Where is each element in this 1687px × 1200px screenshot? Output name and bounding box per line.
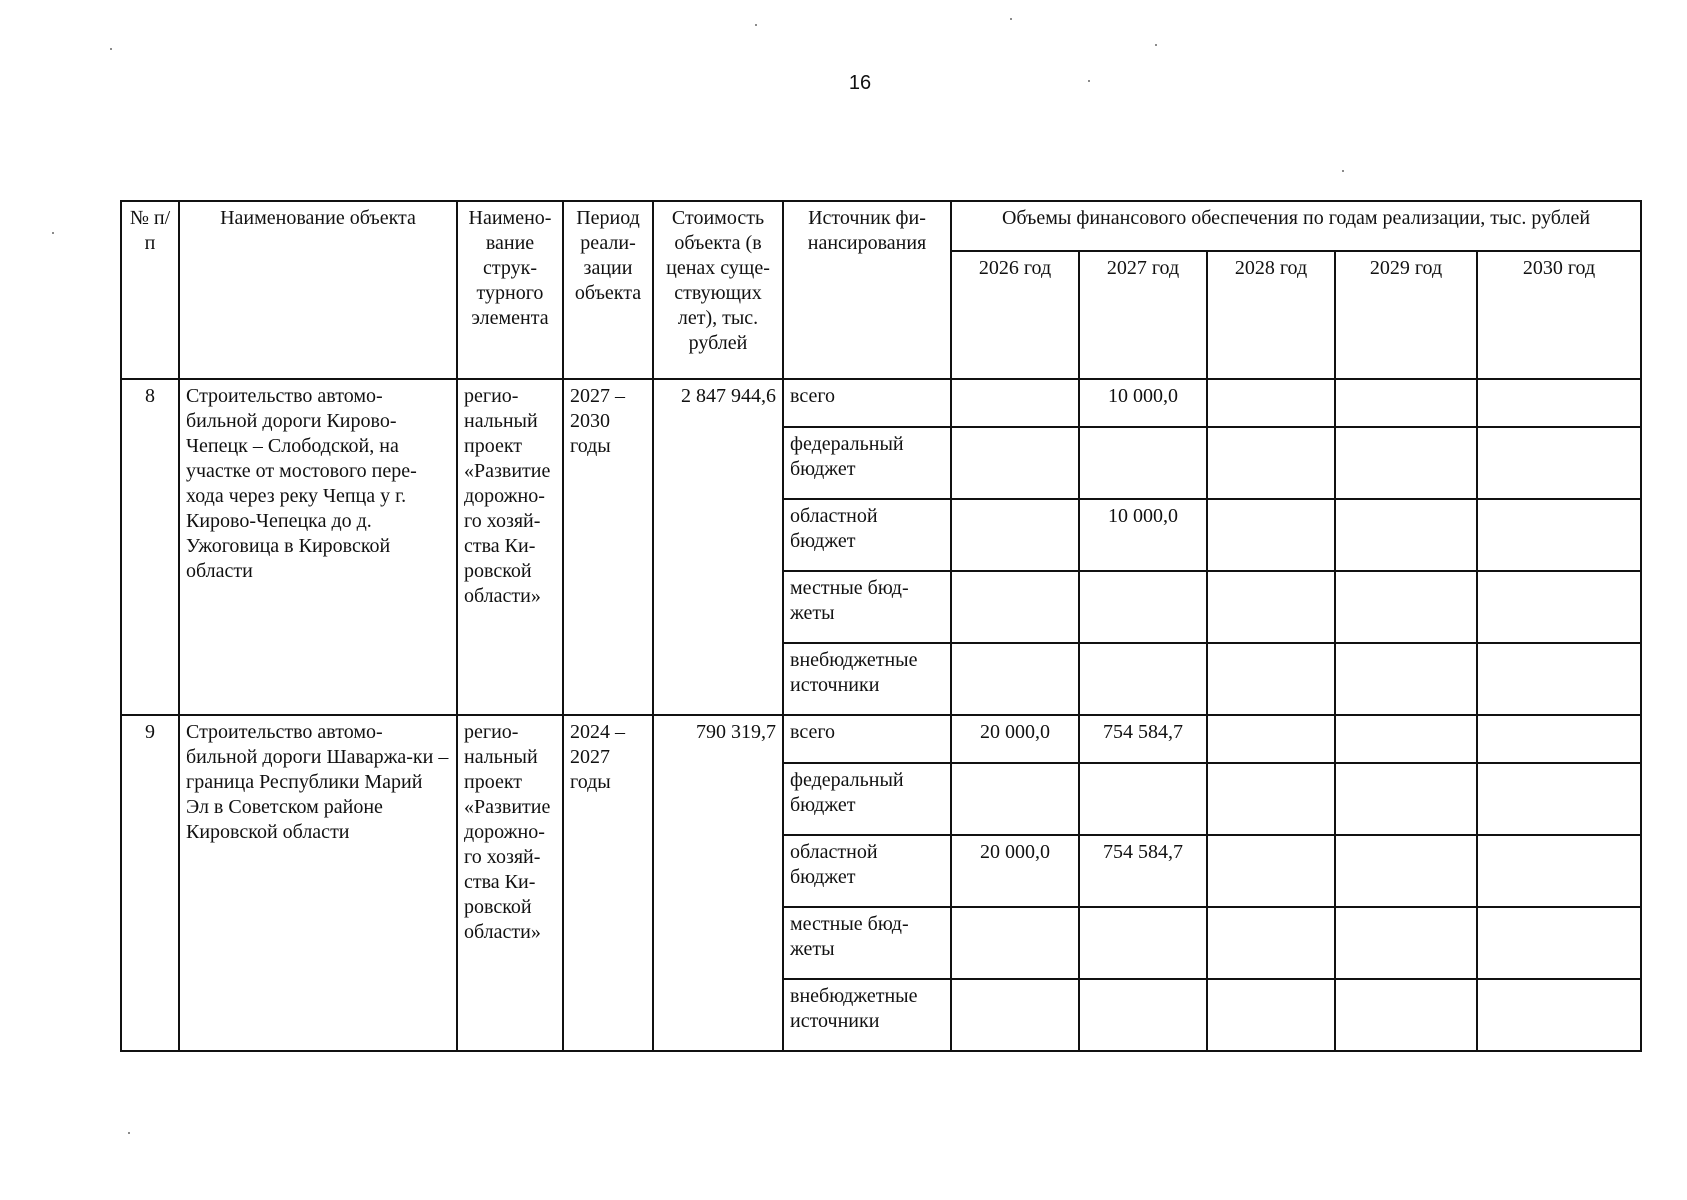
value-cell: 10 000,0 bbox=[1079, 379, 1207, 427]
source-cell: федеральный бюджет bbox=[783, 763, 951, 835]
value-cell bbox=[1477, 427, 1641, 499]
value-cell bbox=[1207, 763, 1335, 835]
value-cell bbox=[1207, 499, 1335, 571]
header-volumes: Объемы финансового обеспечения по годам реализации, тыс. рублей bbox=[951, 201, 1641, 251]
value-cell bbox=[1079, 643, 1207, 715]
source-cell: местные бюд-жеты bbox=[783, 907, 951, 979]
header-struct-element: Наимено-вание струк-турного элемента bbox=[457, 201, 563, 379]
header-year: 2029 год bbox=[1335, 251, 1477, 379]
value-cell bbox=[951, 571, 1079, 643]
header-object-name: Наименование объекта bbox=[179, 201, 457, 379]
value-cell bbox=[1477, 907, 1641, 979]
value-cell bbox=[951, 499, 1079, 571]
value-cell bbox=[1477, 715, 1641, 763]
value-cell bbox=[1207, 571, 1335, 643]
value-cell bbox=[1335, 979, 1477, 1051]
object-cost: 2 847 944,6 bbox=[653, 379, 783, 715]
scan-speck bbox=[110, 48, 112, 50]
header-year: 2027 год bbox=[1079, 251, 1207, 379]
header-cost: Стоимость объекта (в ценах суще-ствующих лет), тыс. рублей bbox=[653, 201, 783, 379]
value-cell bbox=[1079, 427, 1207, 499]
value-cell bbox=[1207, 715, 1335, 763]
value-cell bbox=[1477, 979, 1641, 1051]
header-year: 2026 год bbox=[951, 251, 1079, 379]
value-cell bbox=[1207, 835, 1335, 907]
object-period: 2024 – 2027 годы bbox=[563, 715, 653, 1051]
scan-speck bbox=[52, 232, 54, 234]
source-cell: всего bbox=[783, 379, 951, 427]
value-cell bbox=[1477, 571, 1641, 643]
value-cell bbox=[1079, 763, 1207, 835]
header-source: Источник фи-нансирования bbox=[783, 201, 951, 379]
page-number: 16 bbox=[848, 72, 872, 94]
header-num: № п/п bbox=[121, 201, 179, 379]
scan-speck bbox=[1155, 44, 1157, 46]
source-cell: областной бюджет bbox=[783, 499, 951, 571]
value-cell bbox=[951, 643, 1079, 715]
value-cell bbox=[1335, 715, 1477, 763]
value-cell bbox=[1079, 907, 1207, 979]
scan-speck bbox=[1088, 80, 1090, 82]
object-num: 9 bbox=[121, 715, 179, 1051]
object-name: Строительство автомо-бильной дороги Кирово-Чепецк – Слободской, на участке от мостового пере-хода через реку Чепца у г. Кирово-Чепецка до д. Ужоговица в Кировской области bbox=[179, 379, 457, 715]
value-cell bbox=[1207, 907, 1335, 979]
scan-speck bbox=[1342, 170, 1344, 172]
object-cost: 790 319,7 bbox=[653, 715, 783, 1051]
value-cell bbox=[1335, 907, 1477, 979]
value-cell: 754 584,7 bbox=[1079, 835, 1207, 907]
value-cell bbox=[1207, 427, 1335, 499]
value-cell bbox=[1335, 379, 1477, 427]
object-period: 2027 – 2030 годы bbox=[563, 379, 653, 715]
value-cell bbox=[1335, 763, 1477, 835]
value-cell bbox=[1335, 427, 1477, 499]
value-cell bbox=[1477, 643, 1641, 715]
value-cell bbox=[951, 379, 1079, 427]
source-cell: местные бюд-жеты bbox=[783, 571, 951, 643]
value-cell bbox=[1477, 835, 1641, 907]
value-cell bbox=[1477, 763, 1641, 835]
header-row-top bbox=[121, 201, 1641, 251]
value-cell bbox=[1207, 979, 1335, 1051]
table-row bbox=[121, 379, 1641, 427]
value-cell: 20 000,0 bbox=[951, 715, 1079, 763]
value-cell bbox=[1207, 379, 1335, 427]
value-cell bbox=[951, 907, 1079, 979]
value-cell bbox=[1335, 499, 1477, 571]
header-year: 2030 год bbox=[1477, 251, 1641, 379]
value-cell: 10 000,0 bbox=[1079, 499, 1207, 571]
source-cell: всего bbox=[783, 715, 951, 763]
source-cell: областной бюджет bbox=[783, 835, 951, 907]
scan-speck bbox=[1010, 18, 1012, 20]
value-cell bbox=[1207, 643, 1335, 715]
value-cell bbox=[1079, 979, 1207, 1051]
header-period: Период реали-зации объекта bbox=[563, 201, 653, 379]
value-cell bbox=[951, 427, 1079, 499]
header-year: 2028 год bbox=[1207, 251, 1335, 379]
value-cell bbox=[1335, 643, 1477, 715]
value-cell: 20 000,0 bbox=[951, 835, 1079, 907]
value-cell bbox=[1079, 571, 1207, 643]
value-cell bbox=[951, 979, 1079, 1051]
table-row bbox=[121, 715, 1641, 763]
object-struct: регио-нальный проект «Развитие дорожно-го хозяй-ства Ки-ровской области» bbox=[457, 715, 563, 1051]
value-cell bbox=[1335, 835, 1477, 907]
scan-speck bbox=[755, 24, 757, 26]
source-cell: федеральный бюджет bbox=[783, 427, 951, 499]
source-cell: внебюджетные источники bbox=[783, 643, 951, 715]
source-cell: внебюджетные источники bbox=[783, 979, 951, 1051]
value-cell bbox=[1477, 499, 1641, 571]
financing-table bbox=[120, 200, 1642, 1052]
object-name: Строительство автомо-бильной дороги Шаваржа-ки – граница Республики Марий Эл в Советском районе Кировской области bbox=[179, 715, 457, 1051]
value-cell bbox=[1477, 379, 1641, 427]
value-cell bbox=[1335, 571, 1477, 643]
object-num: 8 bbox=[121, 379, 179, 715]
value-cell: 754 584,7 bbox=[1079, 715, 1207, 763]
scan-speck bbox=[128, 1132, 130, 1134]
object-struct: регио-нальный проект «Развитие дорожно-го хозяй-ства Ки-ровской области» bbox=[457, 379, 563, 715]
value-cell bbox=[951, 763, 1079, 835]
